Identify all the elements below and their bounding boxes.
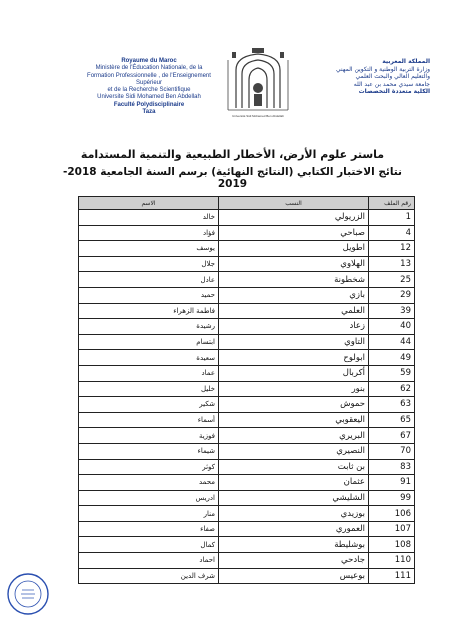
table-row: [79, 381, 415, 397]
cell-first-name: سعيدة: [79, 350, 219, 366]
header-left-french: [76, 58, 222, 116]
cell-first-name: ابتسام: [79, 334, 219, 350]
cell-first-name: عادل: [79, 272, 219, 288]
table-row: [79, 225, 415, 241]
cell-first-name: حميد: [79, 287, 219, 303]
cell-file-number: 67: [369, 428, 415, 444]
cell-first-name: منار: [79, 506, 219, 522]
cell-first-name: ادريس: [79, 490, 219, 506]
cell-first-name: خليل: [79, 381, 219, 397]
cell-file-number: 99: [369, 490, 415, 506]
cell-first-name: خالد: [79, 210, 219, 226]
table-row: [79, 287, 415, 303]
cell-last-name: شخطونة: [219, 272, 369, 288]
cell-last-name: حموش: [219, 397, 369, 413]
cell-last-name: بازي: [219, 287, 369, 303]
table-row: [79, 272, 415, 288]
header-left-line: Royaume du Maroc: [121, 58, 177, 64]
header-file-number: رقم الملف: [369, 197, 415, 210]
cell-first-name: محمد: [79, 475, 219, 491]
cell-file-number: 106: [369, 506, 415, 522]
cell-last-name: بوشليطة: [219, 537, 369, 553]
header-left-line: Taza: [142, 109, 156, 116]
table-row: [79, 521, 415, 537]
table-row: [79, 397, 415, 413]
cell-file-number: 1: [369, 210, 415, 226]
cell-file-number: 39: [369, 303, 415, 319]
table-row: [79, 241, 415, 257]
cell-file-number: 111: [369, 568, 415, 584]
cell-last-name: الشليشي: [219, 490, 369, 506]
table-row: [79, 334, 415, 350]
header-right-line: والتعليم العالي والبحث العلمي: [355, 73, 430, 81]
cell-file-number: 49: [369, 350, 415, 366]
table-row: [79, 350, 415, 366]
cell-file-number: 107: [369, 521, 415, 537]
cell-first-name: فوزية: [79, 428, 219, 444]
cell-file-number: 29: [369, 287, 415, 303]
table-row: [79, 443, 415, 459]
cell-file-number: 63: [369, 397, 415, 413]
table-row: [79, 303, 415, 319]
cell-last-name: العموري: [219, 521, 369, 537]
header-right-arabic: [300, 58, 430, 96]
cell-file-number: 44: [369, 334, 415, 350]
header-last-name: النسب: [219, 197, 369, 210]
cell-first-name: جلال: [79, 256, 219, 272]
cell-first-name: شكير: [79, 397, 219, 413]
header-left-line: Faculté Polydisciplinaire: [113, 101, 185, 108]
table-row: [79, 537, 415, 553]
cell-first-name: فؤاد: [79, 225, 219, 241]
table-row: [79, 568, 415, 584]
faculty-stamp: [6, 572, 50, 616]
cell-file-number: 83: [369, 459, 415, 475]
cell-last-name: الهلاوي: [219, 256, 369, 272]
table-row: [79, 428, 415, 444]
header-right-line: الكلية متعددة التخصصات: [358, 88, 430, 96]
table-row: [79, 553, 415, 569]
cell-last-name: زعاد: [219, 319, 369, 335]
cell-last-name: النصيري: [219, 443, 369, 459]
cell-file-number: 91: [369, 475, 415, 491]
cell-last-name: اليعقوبي: [219, 412, 369, 428]
header-left-line: et de la Recherche Scientifique: [107, 87, 191, 94]
cell-file-number: 12: [369, 241, 415, 257]
header-right-line: المملكة المغربية: [382, 58, 430, 65]
cell-first-name: صفاء: [79, 521, 219, 537]
cell-first-name: احماد: [79, 553, 219, 569]
table-row: [79, 475, 415, 491]
cell-first-name: شرف الدين: [79, 568, 219, 584]
results-table: [78, 196, 415, 584]
cell-first-name: أسماء: [79, 412, 219, 428]
cell-last-name: التاوي: [219, 334, 369, 350]
table-row: [79, 365, 415, 381]
cell-last-name: عثمان: [219, 475, 369, 491]
table-row: [79, 256, 415, 272]
cell-first-name: شيماء: [79, 443, 219, 459]
cell-file-number: 62: [369, 381, 415, 397]
header-first-name: الاسم: [79, 197, 219, 210]
table-row: [79, 412, 415, 428]
table-row: [79, 459, 415, 475]
university-logo: [222, 48, 294, 114]
page-subtitle: نتائج الاختبار الكتابي (النتائج النهائية) برسم السنة الجامعية 2018-2019: [62, 166, 403, 190]
cell-last-name: بوعيس: [219, 568, 369, 584]
cell-last-name: الزريولي: [219, 210, 369, 226]
cell-last-name: جادحي: [219, 553, 369, 569]
cell-last-name: بوزيدي: [219, 506, 369, 522]
table-header-row: [79, 197, 415, 210]
cell-file-number: 25: [369, 272, 415, 288]
table-row: [79, 319, 415, 335]
cell-first-name: كمال: [79, 537, 219, 553]
cell-first-name: رشيدة: [79, 319, 219, 335]
cell-file-number: 40: [369, 319, 415, 335]
header-right-line: جامعة سيدي محمد بن عبد الله: [353, 80, 430, 88]
cell-file-number: 59: [369, 365, 415, 381]
cell-first-name: يوسف: [79, 241, 219, 257]
cell-last-name: ابولوح: [219, 350, 369, 366]
cell-first-name: عماد: [79, 365, 219, 381]
cell-file-number: 70: [369, 443, 415, 459]
logo-caption: Université Sidi Mohamed Ben Abdellah: [232, 114, 284, 118]
cell-last-name: اطويل: [219, 241, 369, 257]
cell-last-name: بن ثابت: [219, 459, 369, 475]
header-left-line: Universite Sidi Mohamed Ben Abdellah: [97, 94, 201, 101]
cell-last-name: العلمي: [219, 303, 369, 319]
table-row: [79, 210, 415, 226]
header-right-line: وزارة التربية الوطنية و التكوين المهني: [336, 65, 430, 73]
cell-last-name: صباحي: [219, 225, 369, 241]
page-title: ماستر علوم الأرض، الأخطار الطبيعية والتنمية المستدامة: [80, 148, 385, 161]
header-left-line: Formation Professionnelle , de l'Enseignement: [87, 72, 211, 79]
header-left-line: Ministère de l'Éducation Nationale, de la: [95, 65, 203, 72]
cell-last-name: البريري: [219, 428, 369, 444]
table-row: [79, 490, 415, 506]
cell-file-number: 65: [369, 412, 415, 428]
table-row: [79, 506, 415, 522]
header-left-line: Supérieur: [135, 79, 162, 86]
cell-first-name: كوثر: [79, 459, 219, 475]
cell-last-name: أكربال: [219, 365, 369, 381]
cell-first-name: فاطمة الزهراء: [79, 303, 219, 319]
cell-file-number: 108: [369, 537, 415, 553]
cell-last-name: بنور: [219, 381, 369, 397]
cell-file-number: 110: [369, 553, 415, 569]
cell-file-number: 13: [369, 256, 415, 272]
cell-file-number: 4: [369, 225, 415, 241]
